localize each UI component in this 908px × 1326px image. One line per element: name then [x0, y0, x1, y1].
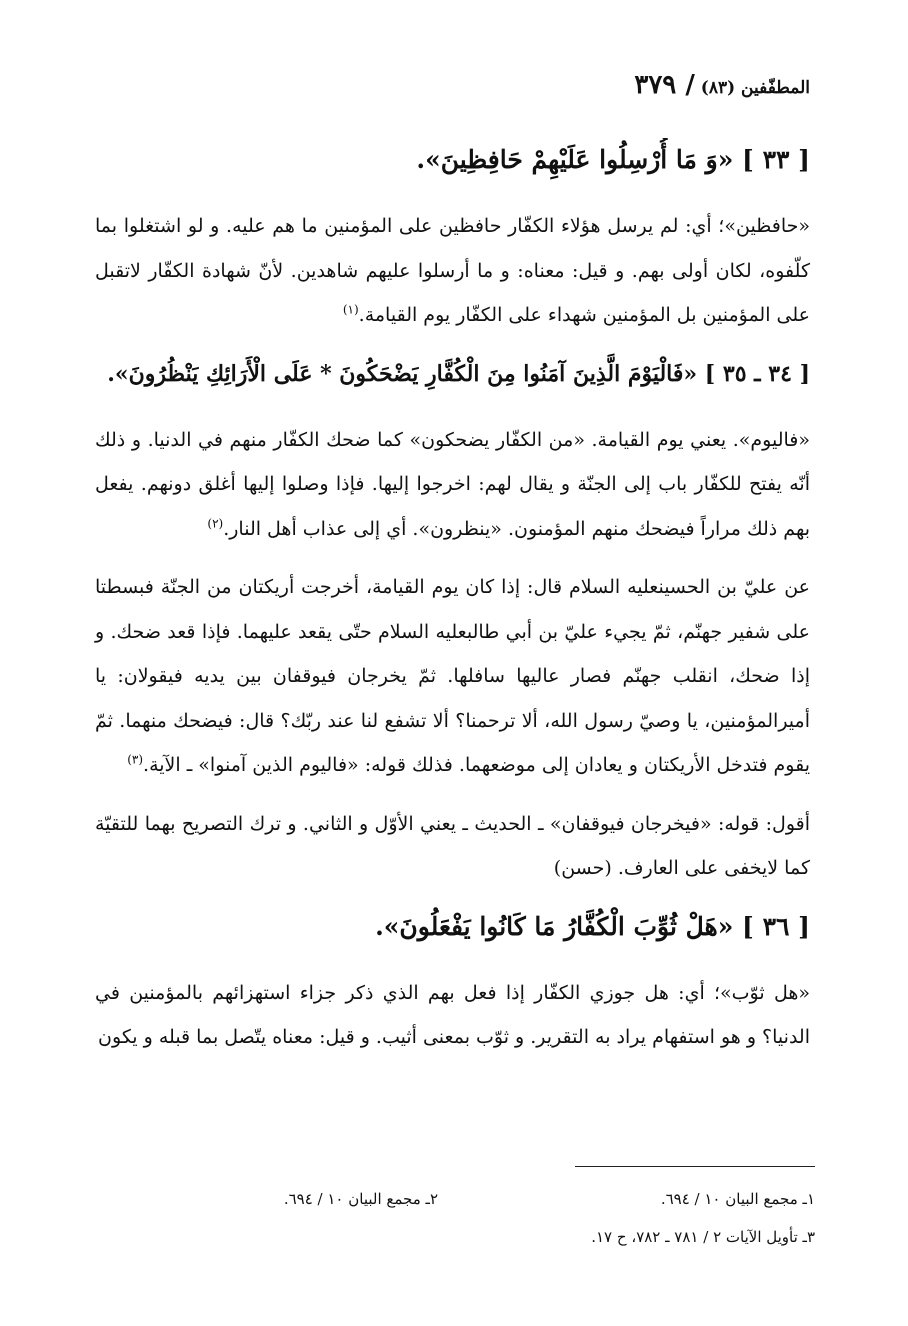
- commentary-paragraph: «حافظين»؛ أي: لم يرسل هؤلاء الكفّار حافظين على المؤمنين ما هم عليه. و لو اشتغلوا بما كلّفوه، لكان أولى بهم. و قيل: معناه: و ما أرسلوا عليهم شاهدين. لأنّ شهادة الكفّار لاتقبل على المؤمنين بل المؤمنين شهداء على الكفّار يوم القيامة.$^{(١)}$: [95, 215, 810, 326]
- footnote-ref: (٣): [127, 752, 144, 767]
- surah-title: المطفّفين (٨٣): [700, 78, 810, 98]
- author-remark-paragraph: أقول: قوله: «فيخرجان فيوقفان» ـ الحديث ـ يعني الأوّل و الثاني. و ترك التصريح بهما للتقيّة كما لايخفى على العارف. (حسن): [95, 812, 810, 879]
- running-head: [628, 70, 810, 100]
- verse-heading: [ ٣٣ ] «وَ مَا أُرْسِلُوا عَلَيْهِمْ حَافِظِينَ».: [416, 145, 810, 174]
- footnote: ٢ـ مجمع البيان ١٠ / ٦٩٤.: [283, 1190, 438, 1208]
- page-number: / ٣٧٩: [634, 70, 695, 100]
- commentary-paragraph: «فاليوم». يعني يوم القيامة. «من الكفّار يضحكون» كما ضحك الكفّار منهم في الدنيا. و ذلك أنّه يفتح للكفّار باب إلى الجنّة و يقال لهم: اخرجوا إليها. فإذا وصلوا إليها أغلق دونهم. يفعل بهم ذلك مراراً فيضحك منهم المؤمنون. «ينظرون». أي إلى عذاب أهل النار.$^{(٢)}$: [95, 428, 810, 540]
- hadith-paragraph: عن عليّ بن الحسينعليه السلام قال: إذا كان يوم القيامة، أخرجت أريكتان من الجنّة فبسطتا على شفير جهنّم، ثمّ يجيء عليّ بن أبي طالبعليه السلام حتّى يقعد عليهما. فإذا قعد ضحك. و إذا ضحك، انقلب جهنّم فصار عاليها سافلها. ثمّ يخرجان فيوقفان بين يديه فيقولان: يا أميرالمؤمنين، يا وصيّ رسول الله، ألا ترحمنا؟ ألا تشفع لنا عند ربّك؟ قال: فيضحك منهما. ثمّ يقوم فتدخل الأريكتان و يعادان إلى موضعهما. فذلك قوله: «فاليوم الذين آمنوا» ـ الآية.$^{(٣)}$: [95, 576, 810, 776]
- footnote-divider: [575, 1166, 815, 1167]
- footnote-ref: (٢): [207, 516, 224, 531]
- footnote-ref: (١): [342, 302, 359, 317]
- footnote: ٣ـ تأويل الآيات ٢ / ٧٨١ ـ ٧٨٢، ح ١٧.: [591, 1228, 815, 1246]
- verse-heading: [ ٣٦ ] «هَلْ ثُوِّبَ الْكُفَّارُ مَا كَانُوا يَفْعَلُونَ».: [375, 911, 810, 941]
- main-text: [95, 138, 810, 1074]
- commentary-paragraph: «هل ثوّب»؛ أي: هل جوزي الكفّار إذا فعل بهم الذي ذكر جزاء استهزائهم بالمؤمنين في الدنيا؟ و هو استفهام يراد به التقرير. و ثوّب بمعنى أثيب. و قيل: معناه يتّصل بما قبله و يكون: [95, 981, 810, 1048]
- verse-heading: [ ٣٤ ـ ٣٥ ] «فَالْيَوْمَ الَّذِينَ آمَنُوا مِنَ الْكُفَّارِ يَضْحَكُونَ * عَلَى الْأَرَائِكِ يَنْظُرُونَ».: [107, 360, 810, 387]
- footnote: ١ـ مجمع البيان ١٠ / ٦٩٤.: [660, 1190, 815, 1208]
